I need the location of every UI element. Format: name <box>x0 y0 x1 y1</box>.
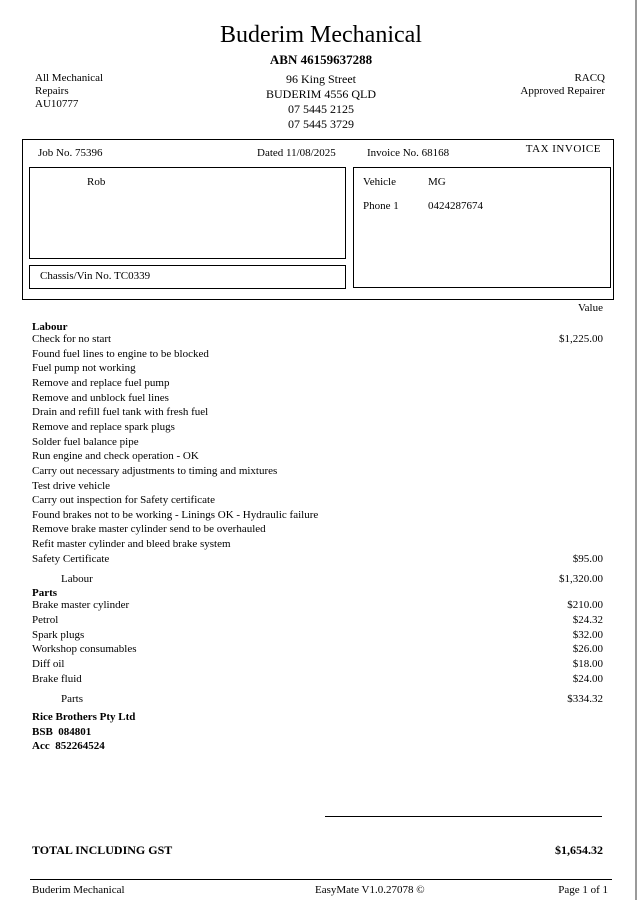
line-item-label: Brake fluid <box>32 672 82 685</box>
payment-bsb: BSB 084801 <box>32 725 92 738</box>
line-item-value: $24.32 <box>572 614 603 627</box>
line-item-row <box>32 465 603 479</box>
line-item-label: Carry out necessary adjustments to timing and mixtures <box>32 464 278 477</box>
line-item-row <box>32 421 603 435</box>
line-item-label: Workshop consumables <box>32 643 137 656</box>
payment-account-number: Acc 852264524 <box>32 740 105 752</box>
footer-divider-line <box>30 879 612 880</box>
line-item-label: Fuel pump not working <box>32 362 136 375</box>
line-item-label: Carry out inspection for Safety certificate <box>32 494 215 507</box>
phone1-value: 0424287674 <box>428 200 483 212</box>
line-item-value: $1,225.00 <box>559 333 603 345</box>
line-item-label: Drain and refill fuel tank with fresh fuel <box>32 406 209 419</box>
tagline-line-2: Repairs <box>35 85 69 97</box>
line-item-label: Remove and replace spark plugs <box>32 420 175 433</box>
address-street: 96 King Street <box>286 72 356 86</box>
value-column-header: Value <box>577 302 603 314</box>
line-item-label: Refit master cylinder and bleed brake system <box>32 538 231 551</box>
license-number: AU10777 <box>35 98 79 110</box>
line-item-row <box>32 573 603 587</box>
line-item-row <box>32 377 603 391</box>
line-item-row <box>32 599 603 613</box>
line-item-value: $26.00 <box>572 643 603 656</box>
line-item-label: Solder fuel balance pipe <box>32 435 139 448</box>
line-item-label: Labour <box>32 321 68 333</box>
line-item-label: Brake master cylinder <box>32 599 130 612</box>
line-item-value: $334.32 <box>567 693 603 706</box>
line-items-list <box>32 0 603 900</box>
line-item-row <box>32 480 603 494</box>
line-item-value: $95.00 <box>572 552 603 565</box>
line-item-value: $32.00 <box>572 628 603 641</box>
line-item-label: Test drive vehicle <box>32 479 111 492</box>
footer-page-number: Page 1 of 1 <box>558 884 608 896</box>
line-item-label: Check for no start <box>32 333 112 345</box>
phone-number-1: 07 5445 2125 <box>288 102 354 116</box>
invoice-number: Invoice No. 68168 <box>367 147 450 159</box>
line-item-label: Run engine and check operation - OK <box>32 450 199 463</box>
total-divider-line <box>325 816 602 817</box>
line-item-row <box>32 658 603 672</box>
line-item-row <box>32 553 603 567</box>
invoice-date: Dated 11/08/2025 <box>257 147 336 159</box>
line-item-row <box>32 348 603 362</box>
line-item-label: Parts <box>61 693 83 706</box>
line-item-label: Safety Certificate <box>32 552 110 565</box>
line-item-value: $1,320.00 <box>559 573 603 586</box>
line-item-label: Found fuel lines to engine to be blocked <box>32 347 209 360</box>
line-item-value: $210.00 <box>567 599 603 612</box>
line-item-row <box>32 629 603 643</box>
line-item-row <box>32 523 603 537</box>
line-item-row <box>32 673 603 687</box>
line-item-label: Remove and replace fuel pump <box>32 376 170 389</box>
chassis-vin-number: Chassis/Vin No. TC0339 <box>40 270 151 282</box>
footer-company-name: Buderim Mechanical <box>32 884 125 896</box>
footer-software-version: EasyMate V1.0.27078 © <box>315 884 425 896</box>
line-item-row <box>32 509 603 523</box>
job-number: Job No. 75396 <box>38 147 103 159</box>
document-type-title: TAX INVOICE <box>525 143 601 155</box>
line-item-label: Parts <box>32 587 58 600</box>
payment-account-name: Rice Brothers Pty Ltd <box>32 711 136 723</box>
vehicle-value: MG <box>428 176 446 188</box>
grand-total-value: $1,654.32 <box>555 843 603 857</box>
address-city: BUDERIM 4556 QLD <box>266 87 376 101</box>
company-abn: ABN 46159637288 <box>269 52 373 67</box>
line-item-row <box>32 693 603 707</box>
line-item-row <box>32 494 603 508</box>
accreditation-subtitle: Approved Repairer <box>520 85 605 97</box>
line-item-row <box>32 362 603 376</box>
customer-name: Rob <box>87 176 106 188</box>
vehicle-label: Vehicle <box>363 176 396 188</box>
line-item-value: $18.00 <box>572 658 603 670</box>
line-item-row <box>32 538 603 552</box>
line-item-row <box>32 406 603 420</box>
line-item-label: Found brakes not to be working - Linings OK - Hydraulic failure <box>32 508 319 521</box>
line-item-label: Labour <box>61 573 93 586</box>
line-item-row <box>32 436 603 450</box>
phone1-label: Phone 1 <box>363 200 399 212</box>
line-item-label: Diff oil <box>32 658 65 670</box>
accreditation-name: RACQ <box>574 72 605 84</box>
phone-number-2: 07 5445 3729 <box>288 117 354 131</box>
company-name: Buderim Mechanical <box>220 22 422 48</box>
line-item-label: Remove and unblock fuel lines <box>32 391 169 404</box>
line-item-row <box>32 614 603 628</box>
grand-total-label: TOTAL INCLUDING GST <box>32 843 173 857</box>
line-item-row <box>32 450 603 464</box>
line-item-row <box>32 392 603 406</box>
line-item-row <box>32 333 603 347</box>
line-item-label: Petrol <box>32 614 59 627</box>
page-edge-divider <box>635 0 637 900</box>
line-item-value: $24.00 <box>572 672 603 685</box>
tagline-line-1: All Mechanical <box>35 72 104 84</box>
line-item-label: Spark plugs <box>32 628 85 641</box>
line-item-row <box>32 643 603 657</box>
line-item-label: Remove brake master cylinder send to be overhauled <box>32 523 266 536</box>
payment-details <box>32 710 135 754</box>
